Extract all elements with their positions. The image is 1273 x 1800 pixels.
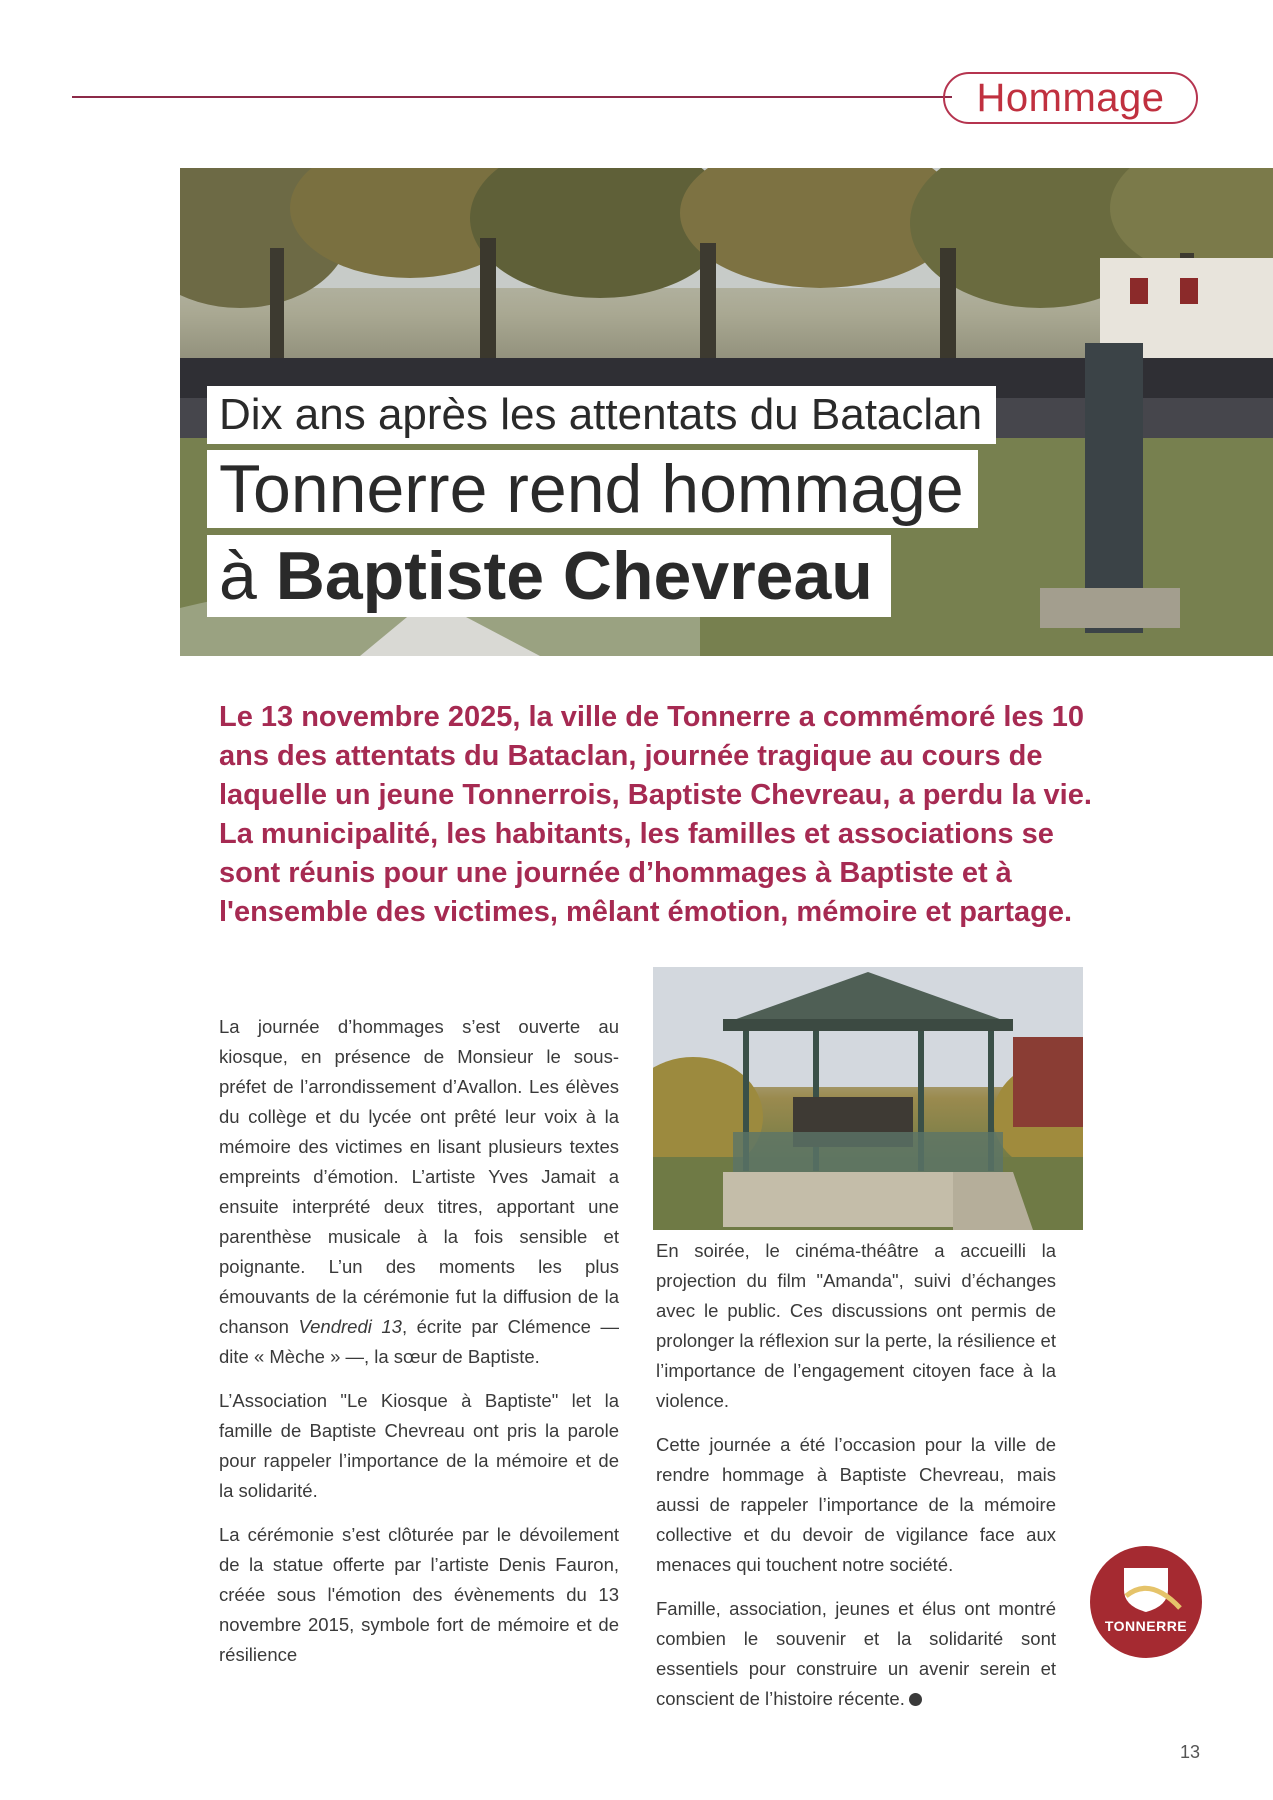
- song-title: Vendredi 13: [298, 1316, 402, 1337]
- header-rule: [72, 96, 952, 98]
- article-title-line1: Tonnerre rend hommage: [207, 450, 978, 528]
- title-prefix: à: [219, 538, 257, 614]
- right-paragraph-1: En soirée, le cinéma-théâtre a accueilli la projection du film "Amanda", suivi d’échanges avec le public. Ces discussions ont permis de prolonger la réflexion sur la perte, la résilience et l’importance de l’engagement citoyen face à la violence.: [656, 1240, 1056, 1411]
- right-p3-text: Famille, association, jeunes et élus ont montré combien le souvenir et la solidarité sont essentiels pour construire un avenir serein et conscient de l’histoire récente.: [656, 1598, 1056, 1709]
- kiosk-illustration: [653, 967, 1083, 1230]
- title-name: Baptiste Chevreau: [275, 538, 873, 614]
- right-paragraph-2: Cette journée a été l’occasion pour la ville de rendre hommage à Baptiste Chevreau, mais aussi de rappeler l’importance de la mémoire collective et du devoir de vigilance face aux menaces qui touchent notre société.: [656, 1434, 1056, 1575]
- left-paragraph-2: L’Association "Le Kiosque à Baptiste" let la famille de Baptiste Chevreau ont pris la parole pour rappeler l’importance de la mémoire et de la solidarité.: [219, 1390, 619, 1501]
- left-paragraph-1: [219, 1012, 619, 1372]
- logo-text: TONNERRE: [1104, 1618, 1188, 1634]
- left-p1-text: La journée d’hommages s’est ouverte au kiosque, en présence de Monsieur le sous-préfet de l’arrondissement d’Avallon. Les élèves du collège et du lycée ont prêté leur voix à la mémoire des victimes en lisant plusieurs textes empreints d’émotion. L’artiste Yves Jamait a ensuite interprété deux titres, apportant une parenthèse musicale à la fois sensible et poignante. L’un des moments les plus émouvants de la cérémonie fut la diffusion de la chanson: [219, 1016, 619, 1337]
- left-paragraph-3: La cérémonie s’est clôturée par le dévoilement de la statue offerte par l’artiste Denis Fauron, créée sous l'émotion des évènements du 13 novembre 2015, symbole fort de mémoire et de résilience: [219, 1524, 619, 1665]
- tonnerre-logo: [1090, 1546, 1202, 1658]
- article-title-line2: [207, 535, 891, 617]
- lead-paragraph: Le 13 novembre 2025, la ville de Tonnerre a commémoré les 10 ans des attentats du Bataclan, journée tragique au cours de laquelle un jeune Tonnerrois, Baptiste Chevreau, a perdu la vie. La municipalité, les habitants, les familles et associations se sont réunis pour une journée d’hommages à Baptiste et à l'ensemble des victimes, mêlant émotion, mémoire et partage.: [219, 701, 1092, 928]
- article-kicker: Dix ans après les attentats du Bataclan: [207, 386, 996, 444]
- left-column: [219, 1012, 619, 1684]
- right-column: [656, 1236, 1056, 1728]
- right-paragraph-3: [656, 1594, 1056, 1714]
- end-mark-icon: [909, 1693, 922, 1706]
- section-tag: Hommage: [943, 72, 1198, 124]
- left-p1-end: , écrite par Clémence — dite « Mèche » —, la sœur de Baptiste.: [219, 1316, 619, 1367]
- page-number: 13: [1180, 1742, 1201, 1762]
- shield-icon: [1090, 1546, 1202, 1658]
- kiosk-photo: [653, 967, 1083, 1230]
